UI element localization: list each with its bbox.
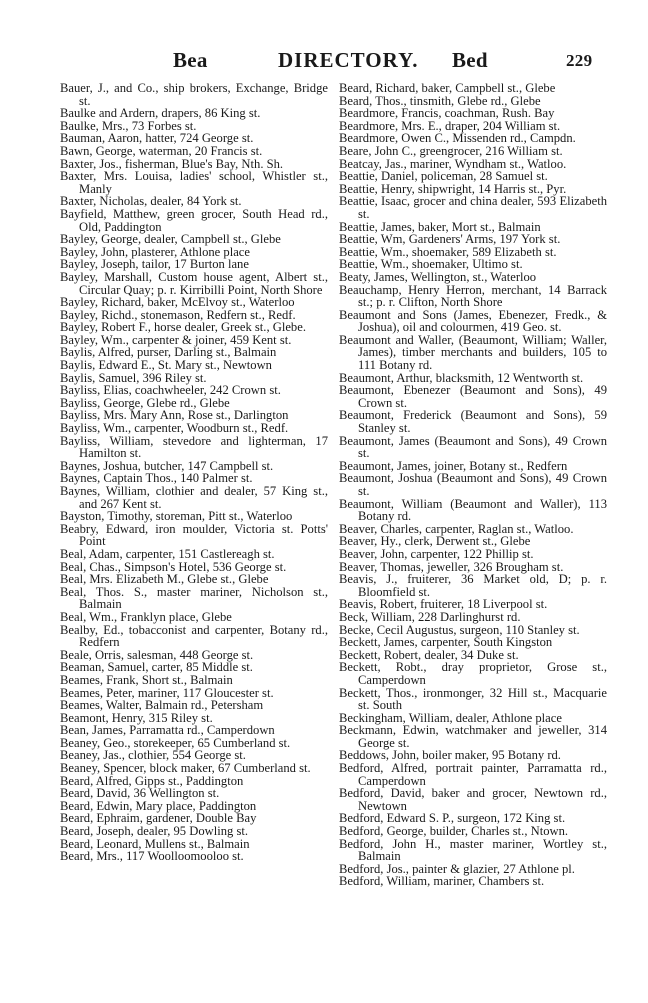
directory-entry: Beaumont, Ebenezer (Beaumont and Sons), 49 Crown st. [339,383,607,410]
directory-entry: Beaney, Spencer, block maker, 67 Cumberland st. [60,761,311,776]
directory-entry: Beaty, James, Wellington, st., Waterloo [339,269,537,284]
directory-entry: Beavis, J., fruiterer, 36 Market old, D; p. r. Bloomfield st. [339,572,607,599]
header-title: DIRECTORY. [278,48,419,72]
directory-entry: Beattie, Wm., shoemaker, 589 Elizabeth st. [339,244,557,259]
directory-entry: Beaver, Thomas, jeweller, 326 Brougham st. [339,559,564,574]
directory-entry: Beames, Peter, mariner, 117 Gloucester st. [60,685,274,700]
directory-entry: Beaumont, Frederick (Beaumont and Sons), 59 Stanley st. [339,408,607,436]
header-range-start: Bea [173,48,208,72]
directory-entry: Bedford, William, mariner, Chambers st. [339,874,545,889]
directory-entry: Beard, Alfred, Gipps st., Paddington [60,773,244,788]
directory-entry: Beckett, Robert, dealer, 34 Duke st. [339,647,519,662]
directory-entry: Beattie, Isaac, grocer and china dealer, 593 Elizabeth st. [339,194,607,221]
directory-entry: Beckett, Thos., ironmonger, 32 Hill st., Macquarie st. South [339,685,607,713]
directory-entry: Beauchamp, Henry Herron, merchant, 14 Barrack st.; p. r. Clifton, North Shore [339,282,607,310]
directory-entry: Bedford, David, baker and grocer, Newtown rd., Newtown [339,786,607,813]
directory-entry: Baxter, Nicholas, dealer, 84 York st. [60,194,242,209]
directory-entry: Beaver, Hy., clerk, Derwent st., Glebe [339,534,531,549]
directory-entry: Bayley, Wm., carpenter & joiner, 459 Kent st. [60,332,292,347]
directory-entry: Beattie, James, baker, Mort st., Balmain [339,219,541,234]
directory-entry: Beaumont and Waller, (Beaumont, William; Waller, James), timber merchants and builders, 105 to 111 Botany rd. [339,332,607,373]
directory-entry: Bayfield, Matthew, green grocer, South Head rd., Old, Paddington [60,206,328,234]
directory-entry: Beattie, Henry, shipwright, 14 Harris st., Pyr. [339,181,567,196]
directory-entry: Bayley, Richd., stonemason, Redfern st., Redf. [60,307,296,322]
directory-entry: Beal, Wm., Franklyn place, Glebe [60,609,232,624]
directory-entry: Beckett, James, carpenter, South Kingston [339,635,553,650]
directory-entry: Beamont, Henry, 315 Riley st. [60,710,213,725]
page-header [0,48,648,74]
directory-entry: Bayley, Richard, baker, McElvoy st., Waterloo [60,295,295,310]
directory-entry: Beard, Leonard, Mullens st., Balmain [60,836,250,851]
directory-entry: Beard, Mrs., 117 Woolloomooloo st. [60,849,244,864]
directory-entry: Beaumont and Sons (James, Ebenezer, Fredk., & Joshua), oil and colourmen, 419 Geo. st. [339,307,607,335]
directory-entry: Beare, John C., greengrocer, 216 William st. [339,143,563,158]
directory-entry: Bedford, Edward S. P., surgeon, 172 King st. [339,811,566,826]
directory-entry: Beard, Edwin, Mary place, Paddington [60,798,257,813]
directory-entry: Beal, Adam, carpenter, 151 Castlereagh st. [60,546,275,561]
directory-entry: Beard, David, 36 Wellington st. [60,786,220,801]
directory-entry: Beckett, Robt., dray proprietor, Grose st., Camperdown [339,660,607,687]
directory-entry: Baynes, William, clothier and dealer, 57 King st., and 267 Kent st. [60,484,328,511]
directory-entry: Beaney, Jas., clothier, 554 George st. [60,748,246,763]
header-range-end: Bed [452,48,488,72]
directory-entry: Beard, Ephraim, gardener, Double Bay [60,811,257,826]
directory-entry: Baylis, Edward E., St. Mary st., Newtown [60,358,272,373]
directory-entry: Bauer, J., and Co., ship brokers, Exchange, Bridge st. [60,81,328,108]
directory-entry: Bayliss, Elias, coachwheeler, 242 Crown st. [60,383,281,398]
directory-entry: Bayley, John, plasterer, Athlone place [60,244,250,259]
directory-entry: Beaver, Charles, carpenter, Raglan st., Watloo. [339,521,574,536]
directory-entry: Beardmore, Owen C., Missenden rd., Campdn. [339,131,576,146]
left-column [60,82,328,863]
directory-entry: Beard, Joseph, dealer, 95 Dowling st. [60,824,249,839]
directory-entry: Bedford, John H., master mariner, Wortley st., Balmain [339,836,607,864]
directory-entry: Beal, Thos. S., master mariner, Nicholson st., Balmain [60,584,328,612]
directory-entry: Beal, Chas., Simpson's Hotel, 536 George st. [60,559,287,574]
directory-entry: Bauman, Aaron, hatter, 724 George st. [60,131,254,146]
directory-entry: Becke, Cecil Augustus, surgeon, 110 Stanley st. [339,622,580,637]
directory-entry: Baulke and Ardern, drapers, 86 King st. [60,106,261,121]
directory-entry: Baxter, Jos., fisherman, Blue's Bay, Nth. Sh. [60,156,284,171]
right-column [339,82,607,888]
directory-entry: Beaver, John, carpenter, 122 Phillip st. [339,546,534,561]
directory-entry: Beckingham, William, dealer, Athlone place [339,710,562,725]
directory-entry: Bedford, Alfred, portrait painter, Parramatta rd., Camperdown [339,761,607,788]
directory-entry: Bedford, Jos., painter & glazier, 27 Athlone pl. [339,861,575,876]
directory-entry: Bayley, Robert F., horse dealer, Greek st., Glebe. [60,320,306,335]
directory-entry: Bedford, George, builder, Charles st., Ntown. [339,824,569,839]
directory-entry: Bayliss, Wm., carpenter, Woodburn st., Redf. [60,421,289,436]
directory-entry: Bawn, George, waterman, 20 Francis st. [60,143,263,158]
directory-entry: Beames, Walter, Balmain rd., Petersham [60,698,264,713]
directory-entry: Baylis, Alfred, purser, Darling st., Balmain [60,345,277,360]
directory-entry: Baynes, Joshua, butcher, 147 Campbell st. [60,458,274,473]
directory-entry: Beabry, Edward, iron moulder, Victoria st. Potts' Point [60,521,328,549]
directory-entry: Bayliss, Mrs. Mary Ann, Rose st., Darlington [60,408,289,423]
directory-entry: Beardmore, Mrs. E., draper, 204 William st. [339,118,561,133]
directory-entry: Beattie, Wm, Gardeners' Arms, 197 York st. [339,232,561,247]
directory-entry: Beal, Mrs. Elizabeth M., Glebe st., Glebe [60,572,269,587]
directory-entry: Beard, Richard, baker, Campbell st., Glebe [339,81,556,95]
directory-entry: Beames, Frank, Short st., Balmain [60,672,233,687]
directory-entry: Bean, James, Parramatta rd., Camperdown [60,723,275,738]
directory-entry: Baulke, Mrs., 73 Forbes st. [60,118,197,133]
directory-entry: Bayliss, George, Glebe rd., Glebe [60,395,230,410]
directory-entry: Bayliss, William, stevedore and lighterman, 17 Hamilton st. [60,433,328,461]
directory-entry: Beale, Orris, salesman, 448 George st. [60,647,254,662]
directory-entry: Beavis, Robert, fruiterer, 18 Liverpool st. [339,597,548,612]
page-number: 229 [566,51,593,70]
directory-entry: Beck, William, 228 Darlinghurst rd. [339,609,521,624]
directory-entry: Beddows, John, boiler maker, 95 Botany rd. [339,748,561,763]
directory-entry: Bayley, Marshall, Custom house agent, Albert st., Circular Quay; p. r. Kirribilli Point, North Shore [60,269,328,297]
directory-entry: Beaumont, James, joiner, Botany st., Redfern [339,458,568,473]
directory-entry: Bayston, Timothy, storeman, Pitt st., Waterloo [60,509,293,524]
directory-entry: Bayley, George, dealer, Campbell st., Glebe [60,232,281,247]
directory-entry: Bealby, Ed., tobacconist and carpenter, Botany rd., Redfern [60,622,328,650]
directory-entry: Beaney, Geo., storekeeper, 65 Cumberland st. [60,735,291,750]
directory-entry: Beaumont, William (Beaumont and Waller), 113 Botany rd. [339,496,607,524]
directory-entry: Baxter, Mrs. Louisa, ladies' school, Whistler st., Manly [60,169,328,196]
directory-entry: Beaumont, Joshua (Beaumont and Sons), 49 Crown st. [339,471,607,498]
directory-entry: Beaumont, James (Beaumont and Sons), 49 Crown st. [339,433,607,461]
directory-entry: Beaman, Samuel, carter, 85 Middle st. [60,660,253,675]
directory-entry: Baynes, Captain Thos., 140 Palmer st. [60,471,253,486]
directory-entry: Beaumont, Arthur, blacksmith, 12 Wentworth st. [339,370,584,385]
directory-entry: Baylis, Samuel, 396 Riley st. [60,370,207,385]
directory-entry: Beardmore, Francis, coachman, Rush. Bay [339,106,555,121]
directory-entry: Beatcay, Jas., mariner, Wyndham st., Watloo. [339,156,567,171]
directory-entry: Beard, Thos., tinsmith, Glebe rd., Glebe [339,93,541,108]
directory-entry: Beckmann, Edwin, watchmaker and jeweller, 314 George st. [339,723,607,750]
directory-entry: Beattie, Wm., shoemaker, Ultimo st. [339,257,523,272]
directory-entry: Beattie, Daniel, policeman, 28 Samuel st. [339,169,548,184]
directory-entry: Bayley, Joseph, tailor, 17 Burton lane [60,257,249,272]
